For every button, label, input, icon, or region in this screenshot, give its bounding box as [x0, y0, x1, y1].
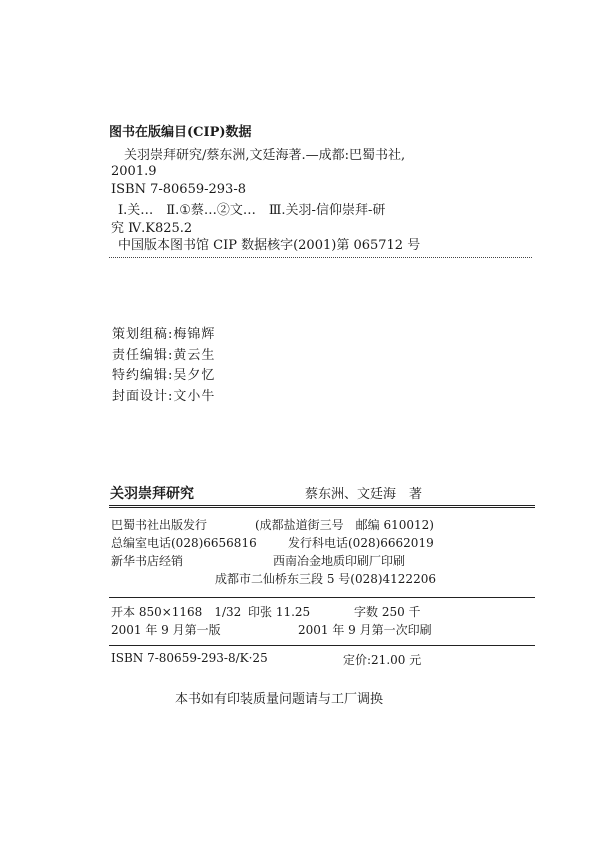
footer-rule: [109, 645, 535, 646]
printer: 西南冶金地质印刷厂印刷: [273, 554, 406, 568]
title-rule: [109, 505, 535, 508]
credit-cover-design: 封面设计:文小牛: [112, 389, 216, 404]
quality-notice: 本书如有印装质量问题请与工厂调换: [175, 692, 384, 707]
book-title: 关羽崇拜研究: [110, 486, 194, 502]
publisher-address: (成都盐道街三号 邮编 610012): [255, 518, 434, 532]
footer-isbn: ISBN 7-80659-293-8/K·25: [111, 651, 268, 665]
specs-rule: [109, 597, 535, 598]
printing-spec: 2001 年 9 月第一次印刷: [298, 623, 432, 637]
sheets-spec: 印张 11.25: [248, 605, 311, 619]
cip-title: 图书在版编目(CIP)数据: [109, 125, 252, 140]
format-spec: 开本 850×1168 1/32: [111, 605, 242, 619]
distributor: 新华书店经销: [111, 554, 184, 568]
editorial-phone: 总编室电话(028)6656816: [111, 536, 257, 550]
credit-special-editor: 特约编辑:吴夕忆: [112, 368, 216, 383]
credit-editor: 责任编辑:黄云生: [112, 348, 216, 363]
dotted-divider: [109, 257, 532, 258]
cip-line-3: ISBN 7-80659-293-8: [111, 182, 246, 197]
credit-planning: 策划组稿:梅锦辉: [112, 327, 216, 342]
edition-spec: 2001 年 9 月第一版: [111, 623, 221, 637]
sales-phone: 发行科电话(028)6662019: [288, 536, 434, 550]
words-spec: 字数 250 千: [354, 605, 421, 619]
publisher-name: 巴蜀书社出版发行: [111, 518, 208, 532]
cip-line-6: 中国版本图书馆 CIP 数据核字(2001)第 065712 号: [118, 238, 421, 253]
cip-line-1: 关羽崇拜研究/蔡东洲,文廷海著.—成都:巴蜀书社,: [124, 148, 406, 163]
cip-line-2: 2001.9: [111, 164, 157, 179]
book-authors: 蔡东洲、文廷海 著: [305, 487, 423, 502]
cip-line-4: Ⅰ.关… Ⅱ.①蔡…②文… Ⅲ.关羽-信仰崇拜-研: [118, 203, 386, 218]
printer-address: 成都市二仙桥东三段 5 号(028)4122206: [215, 572, 436, 586]
price: 定价:21.00 元: [343, 653, 422, 667]
cip-line-5: 究 Ⅳ.K825.2: [111, 221, 193, 236]
